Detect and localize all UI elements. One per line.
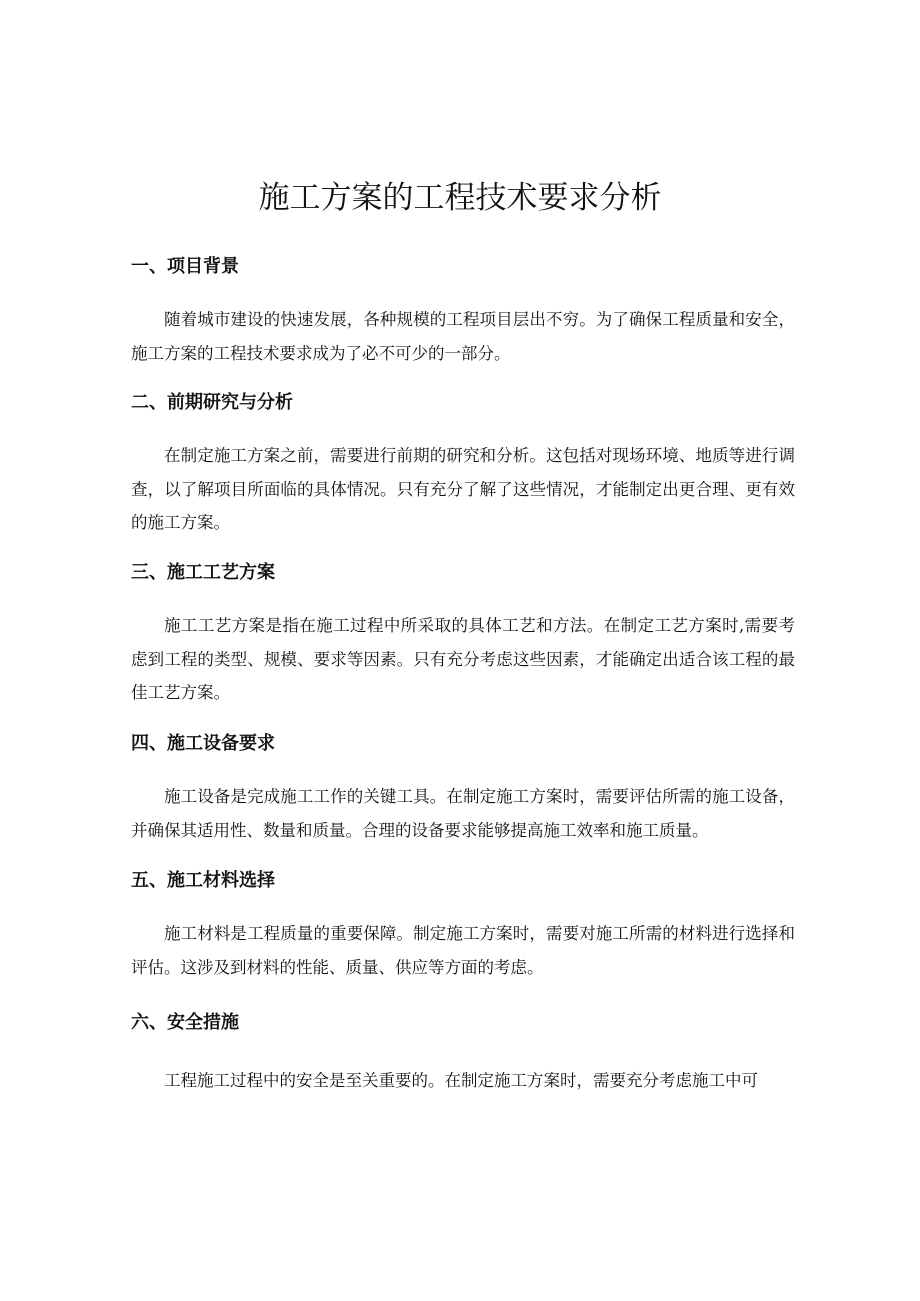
section-heading: 二、前期研究与分析	[131, 392, 293, 413]
section-heading: 四、施工设备要求	[131, 733, 275, 754]
section-paragraph: 施工工艺方案是指在施工过程中所采取的具体工艺和方法。在制定工艺方案时,需要考虑到工程的类型、规模、要求等因素。只有充分考虑这些因素，才能确定出适合该工程的最佳工艺方案。	[131, 616, 795, 702]
section-paragraph: 工程施工过程中的安全是至关重要的。在制定施工方案时，需要充分考虑施工中可	[164, 1071, 758, 1090]
document-title: 施工方案的工程技术要求分析	[258, 180, 662, 216]
section-heading: 三、施工工艺方案	[131, 562, 275, 583]
section-equipment-requirements	[131, 731, 795, 847]
section-construction-process	[131, 560, 795, 710]
section-safety-measures	[131, 1010, 795, 1098]
section-heading: 五、施工材料选择	[131, 870, 275, 891]
section-heading: 一、项目背景	[131, 256, 239, 277]
section-paragraph: 在制定施工方案之前，需要进行前期的研究和分析。这包括对现场环境、地质等进行调查，以了解项目所面临的具体情况。只有充分了解了这些情况，才能制定出更合理、更有效的施工方案。	[131, 446, 795, 532]
section-material-selection	[131, 868, 795, 984]
section-paragraph: 施工设备是完成施工工作的关键工具。在制定施工方案时，需要评估所需的施工设备，并确保其适用性、数量和质量。合理的设备要求能够提高施工效率和施工质量。	[131, 787, 795, 840]
section-heading: 六、安全措施	[131, 1012, 239, 1033]
section-preliminary-research	[131, 390, 795, 540]
section-paragraph: 随着城市建设的快速发展，各种规模的工程项目层出不穷。为了确保工程质量和安全，施工方案的工程技术要求成为了必不可少的一部分。	[131, 310, 795, 363]
section-paragraph: 施工材料是工程质量的重要保障。制定施工方案时，需要对施工所需的材料进行选择和评估。这涉及到材料的性能、质量、供应等方面的考虑。	[131, 924, 795, 977]
section-project-background	[131, 254, 795, 370]
